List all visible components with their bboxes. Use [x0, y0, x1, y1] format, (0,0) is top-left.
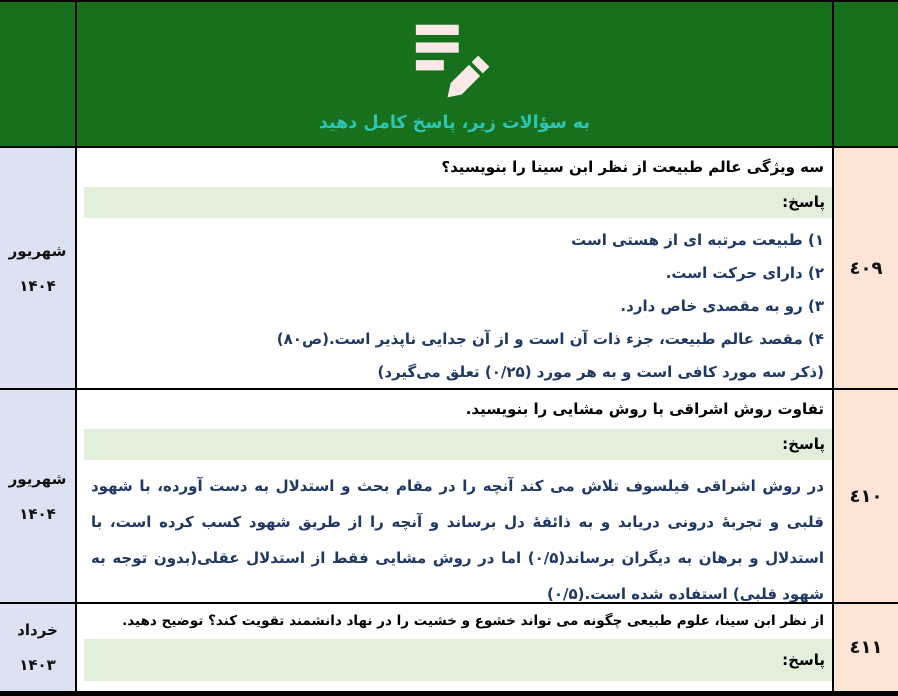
answer-label: پاسخ:	[782, 651, 825, 670]
date-year: ۱۴۰۳	[19, 656, 56, 674]
date-year: ۱۴۰۴	[19, 504, 56, 523]
answer-label-band	[84, 639, 832, 681]
question-row-410	[0, 388, 898, 602]
edit-note-icon	[408, 21, 502, 103]
answer-line: ۳) رو به مقصدی خاص دارد.	[620, 297, 824, 315]
question-number: ٤١٠	[832, 390, 898, 602]
header-title-cell	[77, 2, 832, 146]
date-month: شهریور	[8, 469, 67, 488]
date-year: ۱۴۰۴	[19, 276, 56, 295]
answer-label-band	[84, 187, 832, 218]
question-text: تفاوت روش اشراقی با روش مشایی را بنویسید.	[465, 400, 824, 418]
question-row-409	[0, 146, 898, 388]
question-number: ٤٠٩	[832, 148, 898, 388]
answer-line: ۲) دارای حرکت است.	[665, 264, 824, 282]
question-text: از نظر ابن سینا، علوم طبیعی چگونه می تواند خشوع و خشیت را در نهاد دانشمند تقویت کند؟ توضیح دهید.	[122, 613, 824, 629]
answer-label-band	[84, 429, 832, 460]
question-number: ٤١١	[832, 604, 898, 691]
question-row-411	[0, 602, 898, 691]
answer-label: پاسخ:	[782, 435, 825, 453]
header-title: به سؤالات زیر، پاسخ کامل دهید	[318, 113, 591, 133]
question-content	[77, 604, 832, 691]
question-content	[77, 390, 832, 602]
answer-line: ۱) طبیعت مرتبه ای از هستی است	[571, 231, 824, 249]
answer-label: پاسخ:	[782, 193, 825, 211]
date-month: خرداد	[17, 621, 58, 639]
question-date	[0, 148, 77, 388]
question-date	[0, 390, 77, 602]
header	[0, 2, 898, 146]
header-date-cell	[0, 2, 77, 146]
answer-scoring-note: (ذکر سه مورد کافی است و به هر مورد (۰/۲۵) تعلق می‌گیرد)	[377, 363, 824, 381]
question-text: سه ویژگی عالم طبیعت از نظر ابن سینا را بنویسید؟	[441, 158, 824, 176]
answer-line: ۴) مقصد عالم طبیعت، جزء ذات آن است و از آن جدایی ناپذیر است.(ص۸۰)	[276, 330, 824, 348]
header-number-cell	[832, 2, 898, 146]
date-month: شهریور	[8, 241, 67, 260]
question-date	[0, 604, 77, 691]
question-content	[77, 148, 832, 388]
answer-paragraph: در روش اشراقی فیلسوف تلاش می کند آنچه را در مقام بحث و استدلال به دست آورده، با شهود قلبی و تجربۀ درونی دریابد و به ذائقۀ دل برساند و آنچه را از طریق شهود کسب کرده است، با استدلال و برهان به دیگران برساند(۰/۵) اما در روش مشایی فقط از استدلال عقلی(بدون توجه به شهود قلبی) استفاده شده است.(۰/۵)	[91, 476, 824, 602]
